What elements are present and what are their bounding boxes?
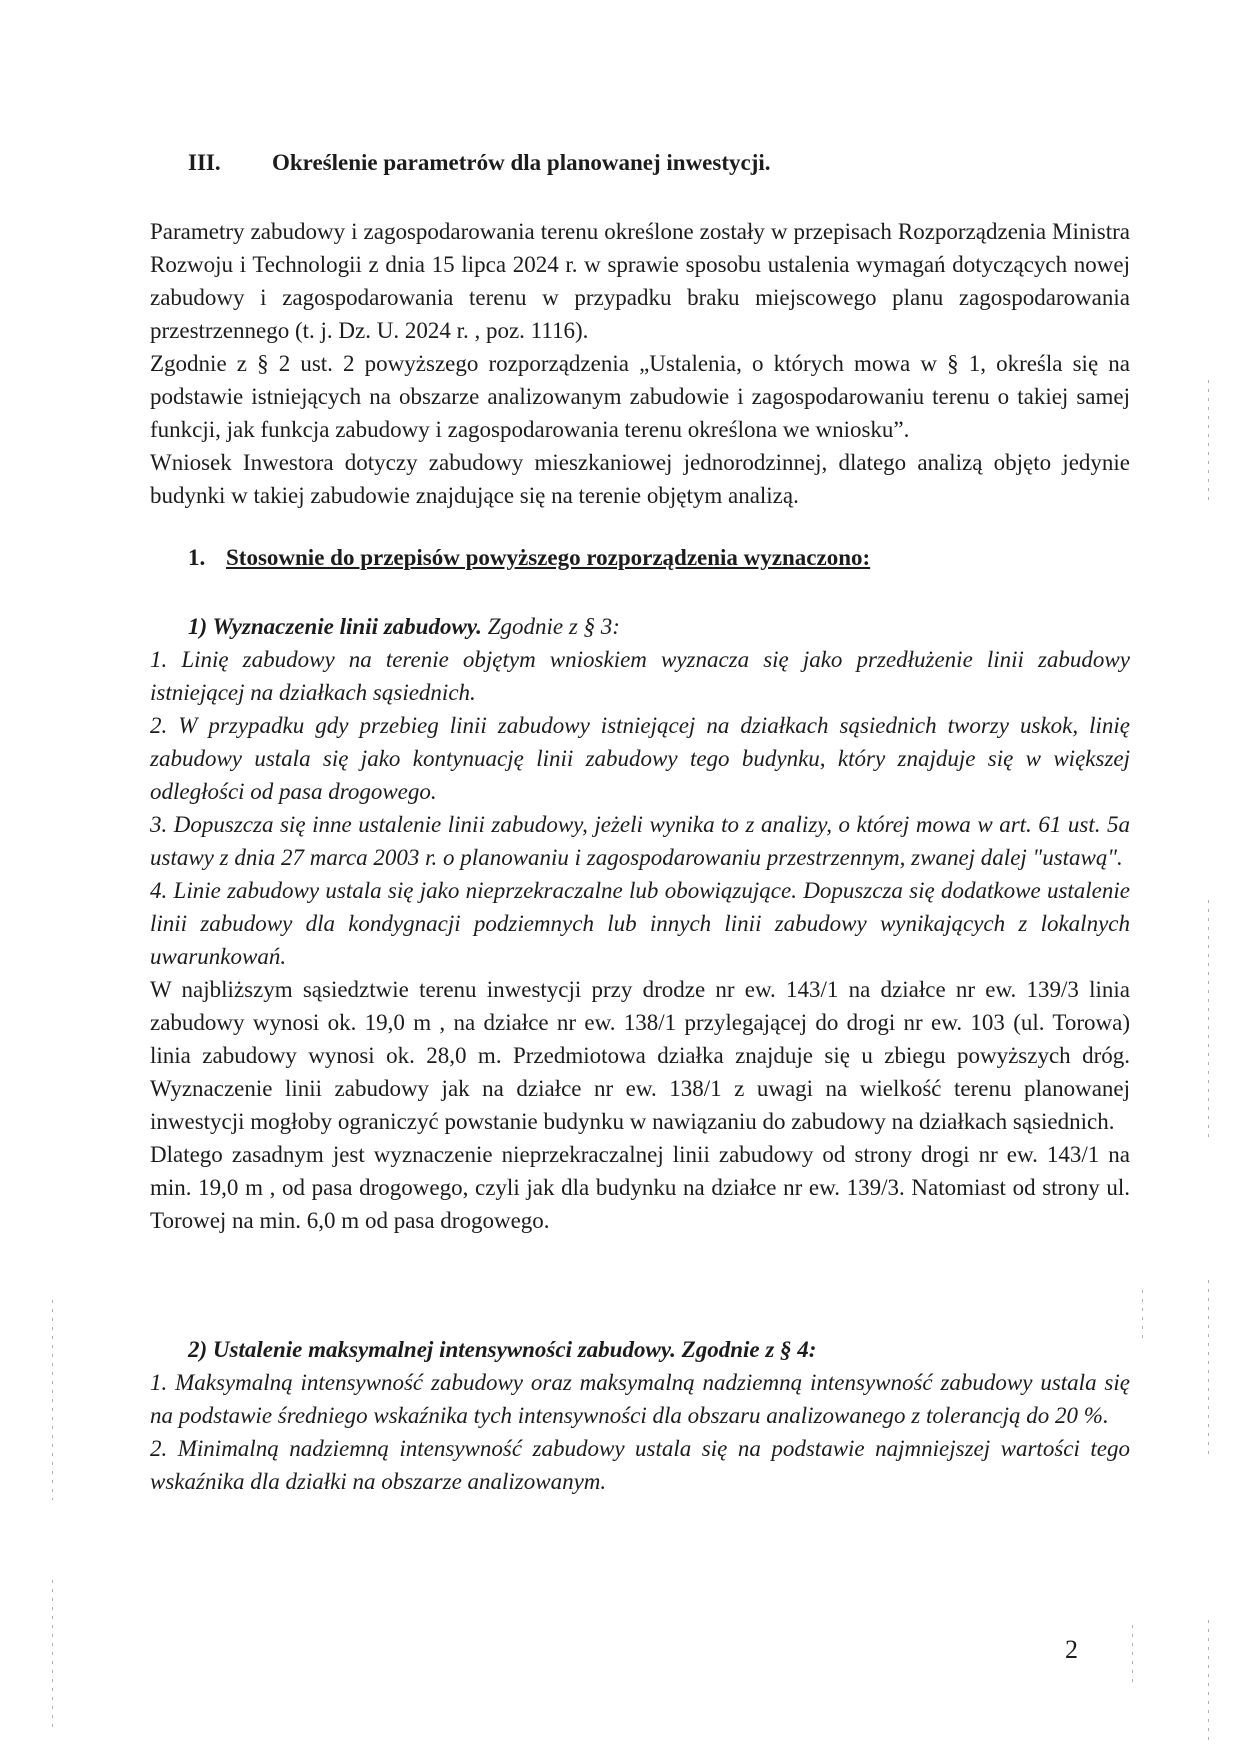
scan-edge-mark: [1132, 1625, 1133, 1685]
subsection-heading: [188, 545, 870, 571]
item1-heading: [150, 610, 1130, 643]
subsection-number: 1.: [188, 545, 206, 570]
intro-text: [150, 215, 1130, 512]
item1-rule-1: 1. Linię zabudowy na terenie objętym wnioskiem wyznacza się jako przedłużenie linii zabudowy istniejącej na działkach sąsiednich.: [150, 647, 1130, 705]
scan-edge-mark: [1208, 900, 1209, 1140]
item1-block: [150, 610, 1130, 1237]
scan-edge-mark: [1208, 1280, 1209, 1460]
item1-rule-2: 2. W przypadku gdy przebieg linii zabudowy istniejącej na działkach sąsiednich tworzy uskok, linię zabudowy ustala się jako kontynuację linii zabudowy tego budynku, który znajduje się w większej odległości od pasa drogowego.: [150, 713, 1130, 804]
page-number: 2: [1065, 1635, 1078, 1664]
item2-title: 2) Ustalenie maksymalnej intensywności zabudowy. Zgodnie z § 4:: [188, 1337, 817, 1362]
scan-edge-mark: [52, 1300, 53, 1500]
item1-analysis: W najbliższym sąsiedztwie terenu inwestycji przy drodze nr ew. 143/1 na działce nr ew. 139/3 linia zabudowy wynosi ok. 19,0 m , na działce nr ew. 138/1 przylegającej do drogi nr ew. 103 (ul. Torowa) linia zabudowy wynosi ok. 28,0 m. Przedmiotowa działka znajduje się u zbiegu powyższych dróg. Wyznaczenie linii zabudowy jak na działce nr ew. 138/1 z uwagi na wielkość terenu planowanej inwestycji mogłoby ograniczyć powstanie budynku w nawiązaniu do zabudowy na działkach sąsiednich.: [150, 977, 1130, 1134]
scan-edge-mark: [52, 1580, 53, 1730]
item1-title: 1) Wyznaczenie linii zabudowy.: [188, 614, 482, 639]
intro-paragraph-3: Wniosek Inwestora dotyczy zabudowy mieszkaniowej jednorodzinnej, dlatego analizą objęto jedynie budynki w takiej zabudowie znajdujące się na terenie objętym analizą.: [150, 450, 1130, 508]
intro-paragraph-1: Parametry zabudowy i zagospodarowania terenu określone zostały w przepisach Rozporządzenia Ministra Rozwoju i Technologii z dnia 15 lipca 2024 r. w sprawie sposobu ustalenia wymagań dotyczących nowej zabudowy i zagospodarowania terenu w przypadku braku miejscowego planu zagospodarowania przestrzennego (t. j. Dz. U. 2024 r. , poz. 1116).: [150, 219, 1130, 343]
item2-rule-2: 2. Minimalną nadziemną intensywność zabudowy ustala się na podstawie najmniejszej wartości tego wskaźnika dla działki na obszarze analizowanym.: [150, 1436, 1130, 1494]
subsection-title: Stosownie do przepisów powyższego rozporządzenia wyznaczono:: [226, 545, 871, 570]
scan-edge-mark: [1208, 1620, 1209, 1740]
scan-edge-mark: [1208, 380, 1209, 500]
item1-conclusion: Dlatego zasadnym jest wyznaczenie nieprzekraczalnej linii zabudowy od strony drogi nr ew. 143/1 na min. 19,0 m , od pasa drogowego, czyli jak dla budynku na działce nr ew. 139/3. Natomiast od strony ul. Torowej na min. 6,0 m od pasa drogowego.: [150, 1142, 1130, 1233]
scan-edge-mark: [1142, 1290, 1143, 1340]
intro-paragraph-2: Zgodnie z § 2 ust. 2 powyższego rozporządzenia „Ustalenia, o których mowa w § 1, określa się na podstawie istniejących na obszarze analizowanym zabudowie i zagospodarowaniu terenu o takiej samej funkcji, jak funkcja zabudowy i zagospodarowania terenu określona we wniosku”.: [150, 351, 1130, 442]
item1-rule-3: 3. Dopuszcza się inne ustalenie linii zabudowy, jeżeli wynika to z analizy, o której mowa w art. 61 ust. 5a ustawy z dnia 27 marca 2003 r. o planowaniu i zagospodarowaniu przestrzennym, zwanej dalej "ustawą".: [150, 812, 1130, 870]
item2-rule-1: 1. Maksymalną intensywność zabudowy oraz maksymalną nadziemną intensywność zabudowy ustala się na podstawie średniego wskaźnika tych intensywności dla obszaru analizowanego z tolerancją do 20 %.: [150, 1370, 1130, 1428]
item1-title-rest: Zgodnie z § 3:: [487, 614, 620, 639]
item2-block: [150, 1333, 1130, 1498]
section-number: III.: [188, 150, 221, 175]
section-heading: [188, 150, 771, 176]
section-title: Określenie parametrów dla planowanej inwestycji.: [272, 150, 771, 175]
item1-rule-4: 4. Linie zabudowy ustala się jako nieprzekraczalne lub obowiązujące. Dopuszcza się dodatkowe ustalenie linii zabudowy dla kondygnacji podziemnych lub innych linii zabudowy wynikających z lokalnych uwarunkowań.: [150, 878, 1130, 969]
